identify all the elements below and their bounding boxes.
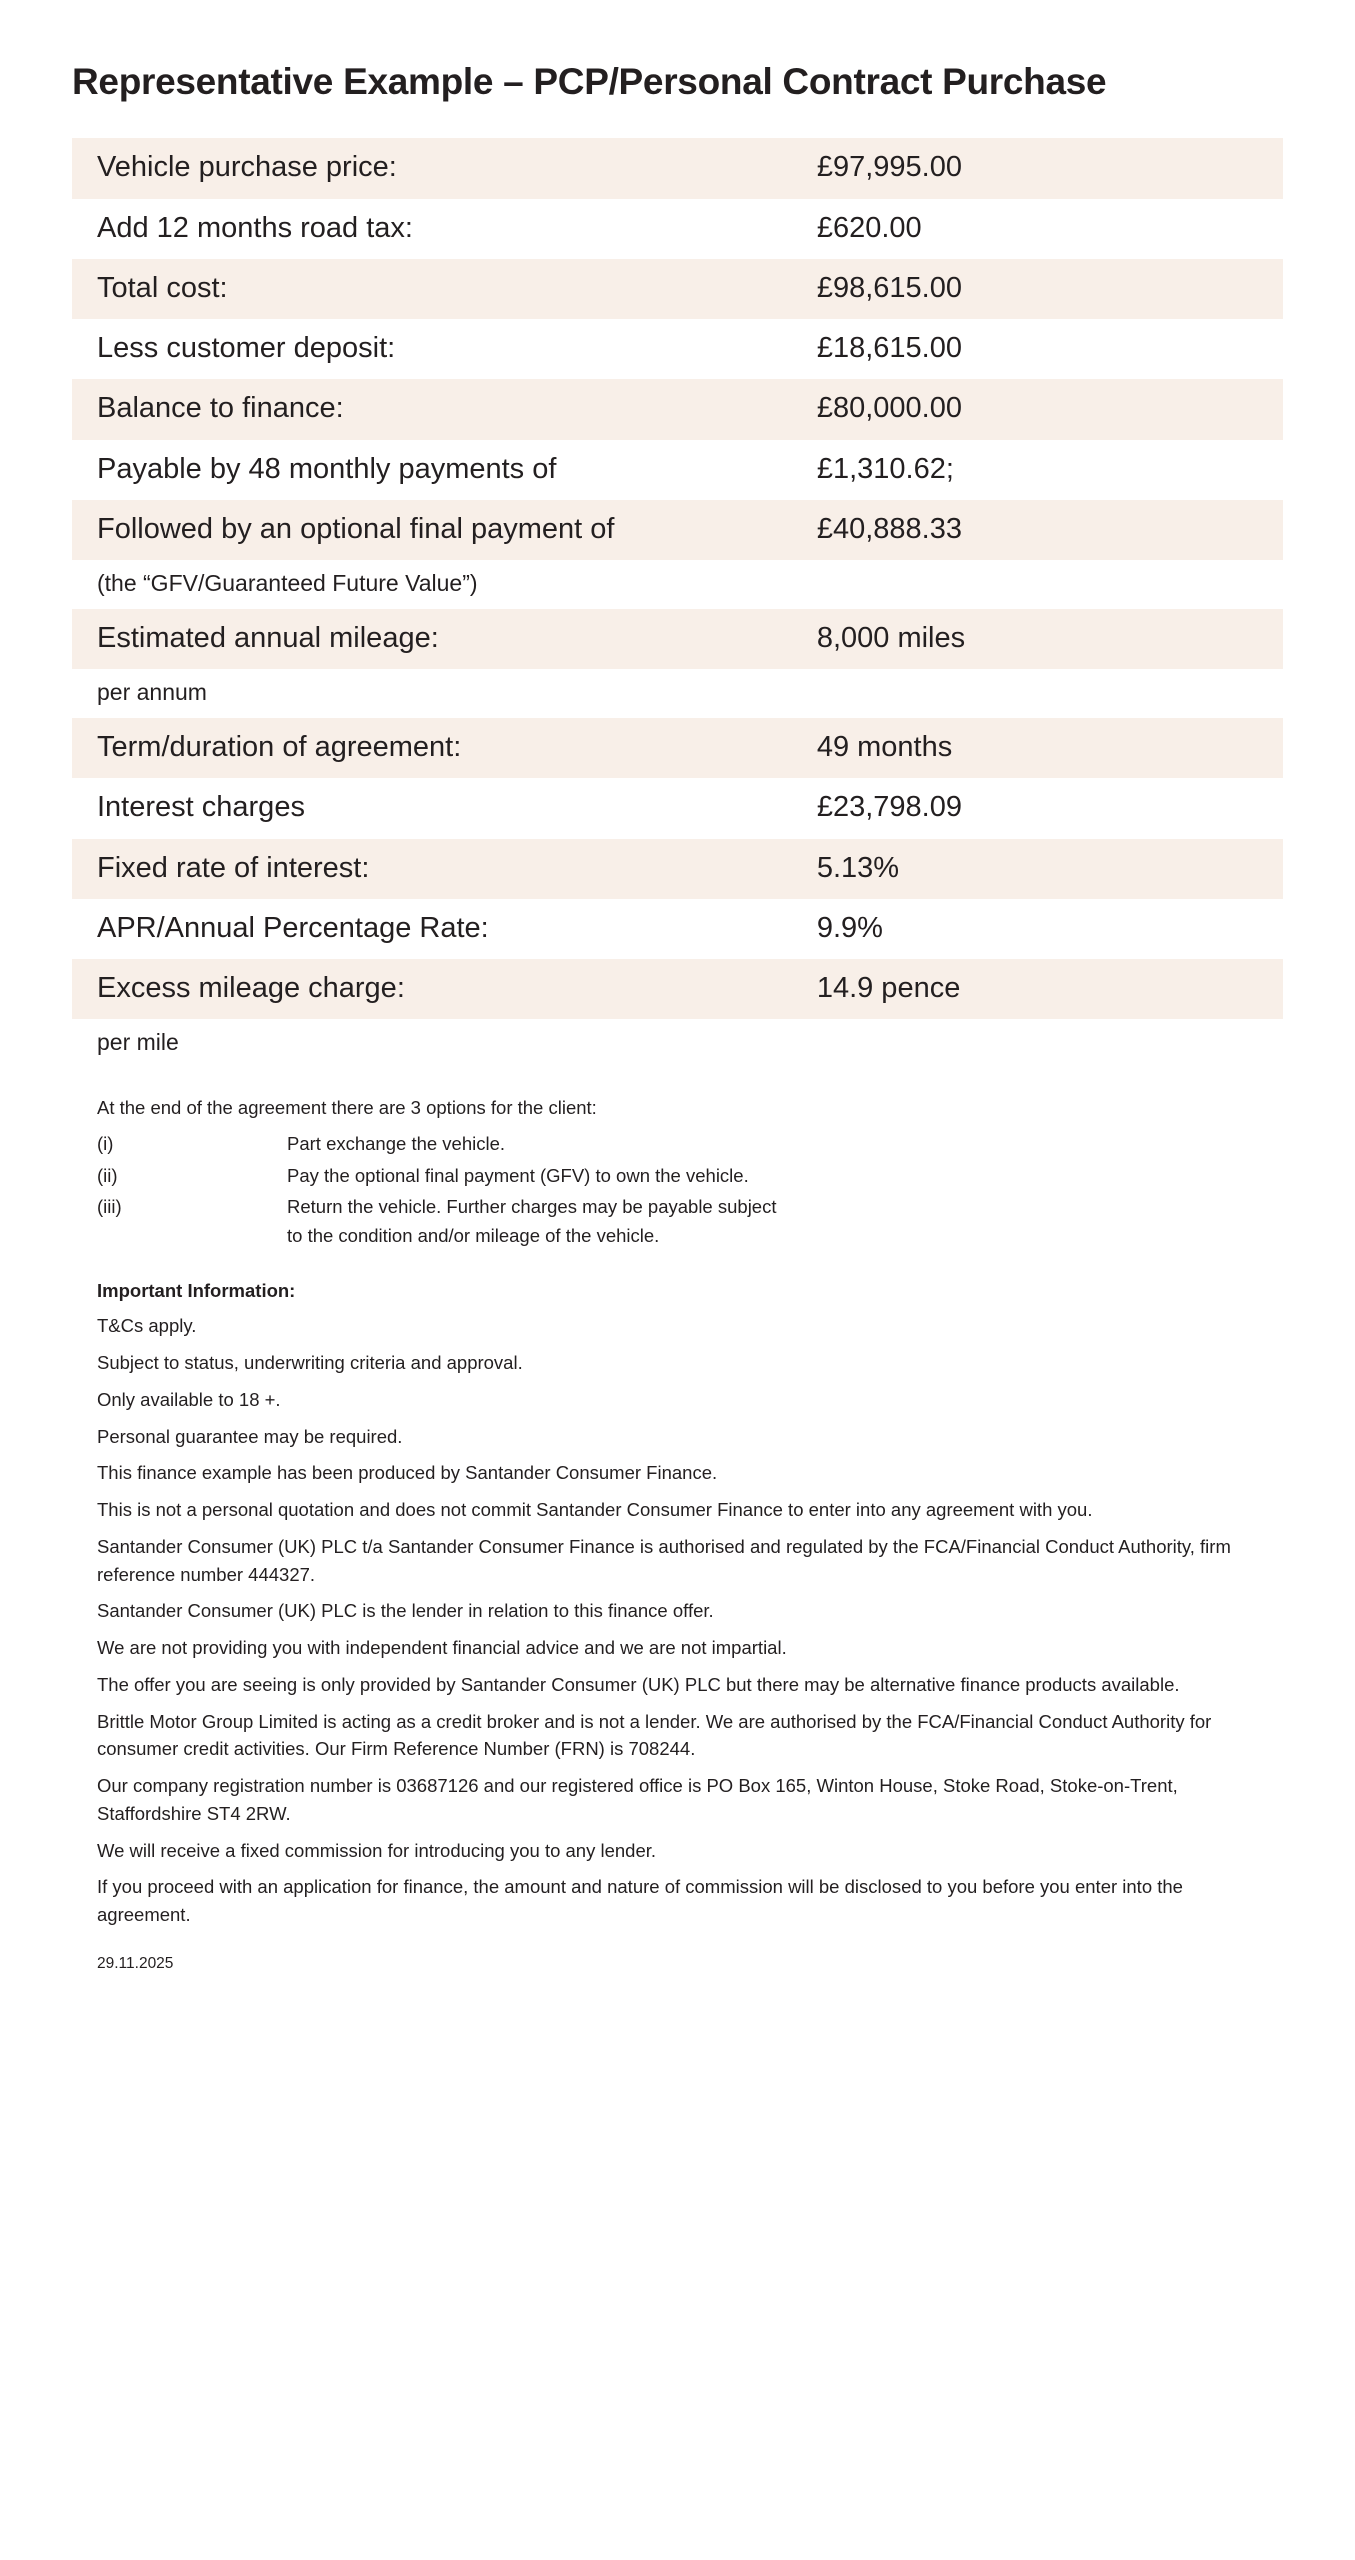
row-value: £80,000.00 [816, 392, 962, 425]
row-value: £1,310.62; [816, 452, 954, 485]
important-paragraph: Subject to status, underwriting criteria and approval. [97, 1352, 523, 1374]
row-value: £97,995.00 [816, 151, 962, 184]
row-label: Term/duration of agreement: [97, 731, 462, 764]
gfv-subnote: (the “GFV/Guaranteed Future Value”) [97, 570, 478, 597]
row-label: Less customer deposit: [97, 332, 396, 365]
list-item [97, 1162, 1258, 1191]
option-text: Pay the optional final payment (GFV) to own the vehicle. [287, 1164, 749, 1186]
row-label: APR/Annual Percentage Rate: [97, 911, 489, 944]
table-row [72, 778, 1283, 838]
table-row [72, 959, 1283, 1019]
important-paragraph: Personal guarantee may be required. [97, 1425, 403, 1447]
row-value: 5.13% [816, 851, 900, 884]
row-label: Add 12 months road tax: [97, 211, 413, 244]
table-row [72, 500, 1283, 560]
row-label: Interest charges [97, 791, 305, 824]
important-paragraph: This is not a personal quotation and does not commit Santander Consumer Finance to enter into any agreement with you. [97, 1499, 1093, 1521]
list-item [97, 1193, 1258, 1250]
important-paragraph: Only available to 18 +. [97, 1388, 281, 1410]
table-row [72, 440, 1283, 500]
important-paragraph: Santander Consumer (UK) PLC is the lender in relation to this finance offer. [97, 1600, 714, 1622]
table-row [72, 259, 1283, 319]
end-of-agreement-options [72, 1094, 1283, 1250]
important-paragraph: We will receive a fixed commission for introducing you to any lender. [97, 1839, 657, 1861]
option-number: (iii) [97, 1196, 122, 1218]
option-text-line1: Return the vehicle. Further charges may be payable subject [287, 1196, 777, 1218]
important-paragraph: Santander Consumer (UK) PLC t/a Santander Consumer Finance is authorised and regulated by the FCA/Financial Conduct Authority, firm reference number 444327. [97, 1535, 1231, 1585]
representative-example-table [72, 138, 1283, 1068]
important-paragraph: We are not providing you with independent financial advice and we are not impartial. [97, 1637, 787, 1659]
row-value: 9.9% [816, 911, 883, 944]
important-information [72, 1277, 1283, 1929]
options-intro: At the end of the agreement there are 3 options for the client: [97, 1097, 597, 1119]
table-row [72, 718, 1283, 778]
option-text [287, 1193, 1258, 1250]
page-title: Representative Example – PCP/Personal Contract Purchase [72, 61, 1107, 102]
row-label: Estimated annual mileage: [97, 622, 439, 655]
row-value: £40,888.33 [816, 512, 962, 545]
table-row [72, 319, 1283, 379]
per-annum-subnote: per annum [97, 679, 207, 706]
important-heading: Important Information: [97, 1279, 296, 1301]
row-label: Vehicle purchase price: [97, 151, 397, 184]
table-row [72, 899, 1283, 959]
row-label: Fixed rate of interest: [97, 851, 370, 884]
row-value: 14.9 pence [816, 972, 961, 1005]
row-value: 8,000 miles [816, 622, 966, 655]
list-item [97, 1130, 1258, 1159]
option-number: (i) [97, 1132, 114, 1154]
option-text-line2: to the condition and/or mileage of the vehicle. [287, 1225, 660, 1246]
document-date: 29.11.2025 [97, 1954, 174, 1972]
row-label: Total cost: [97, 271, 228, 304]
row-label: Excess mileage charge: [97, 972, 405, 1005]
row-label: Followed by an optional final payment of [97, 512, 615, 545]
important-paragraph: The offer you are seeing is only provided by Santander Consumer (UK) PLC but there may be alternative finance products available. [97, 1673, 1180, 1695]
row-value: £98,615.00 [816, 271, 962, 304]
table-row [72, 138, 1283, 198]
row-label: Balance to finance: [97, 392, 344, 425]
table-row [72, 609, 1283, 669]
important-paragraph: This finance example has been produced by Santander Consumer Finance. [97, 1462, 718, 1484]
row-value: £23,798.09 [816, 791, 962, 824]
row-value: £18,615.00 [816, 332, 962, 365]
important-paragraph: T&Cs apply. [97, 1315, 197, 1337]
table-row [72, 199, 1283, 259]
per-mile-subnote: per mile [97, 1029, 179, 1056]
table-row [72, 839, 1283, 899]
row-value: 49 months [816, 731, 953, 764]
table-row [72, 379, 1283, 439]
option-number: (ii) [97, 1164, 118, 1186]
important-paragraph: Brittle Motor Group Limited is acting as a credit broker and is not a lender. We are authorised by the FCA/Financial Conduct Authority for consumer credit activities. Our Firm Reference Number (FRN) is 708244. [97, 1710, 1212, 1760]
row-label: Payable by 48 monthly payments of [97, 452, 557, 485]
option-text: Part exchange the vehicle. [287, 1132, 506, 1154]
important-paragraph: If you proceed with an application for finance, the amount and nature of commission will be disclosed to you before you enter into the agreement. [97, 1876, 1183, 1926]
important-paragraph: Our company registration number is 03687126 and our registered office is PO Box 165, Winton House, Stoke Road, Stoke-on-Trent, Staffordshire ST4 2RW. [97, 1775, 1178, 1824]
row-value: £620.00 [816, 211, 922, 244]
